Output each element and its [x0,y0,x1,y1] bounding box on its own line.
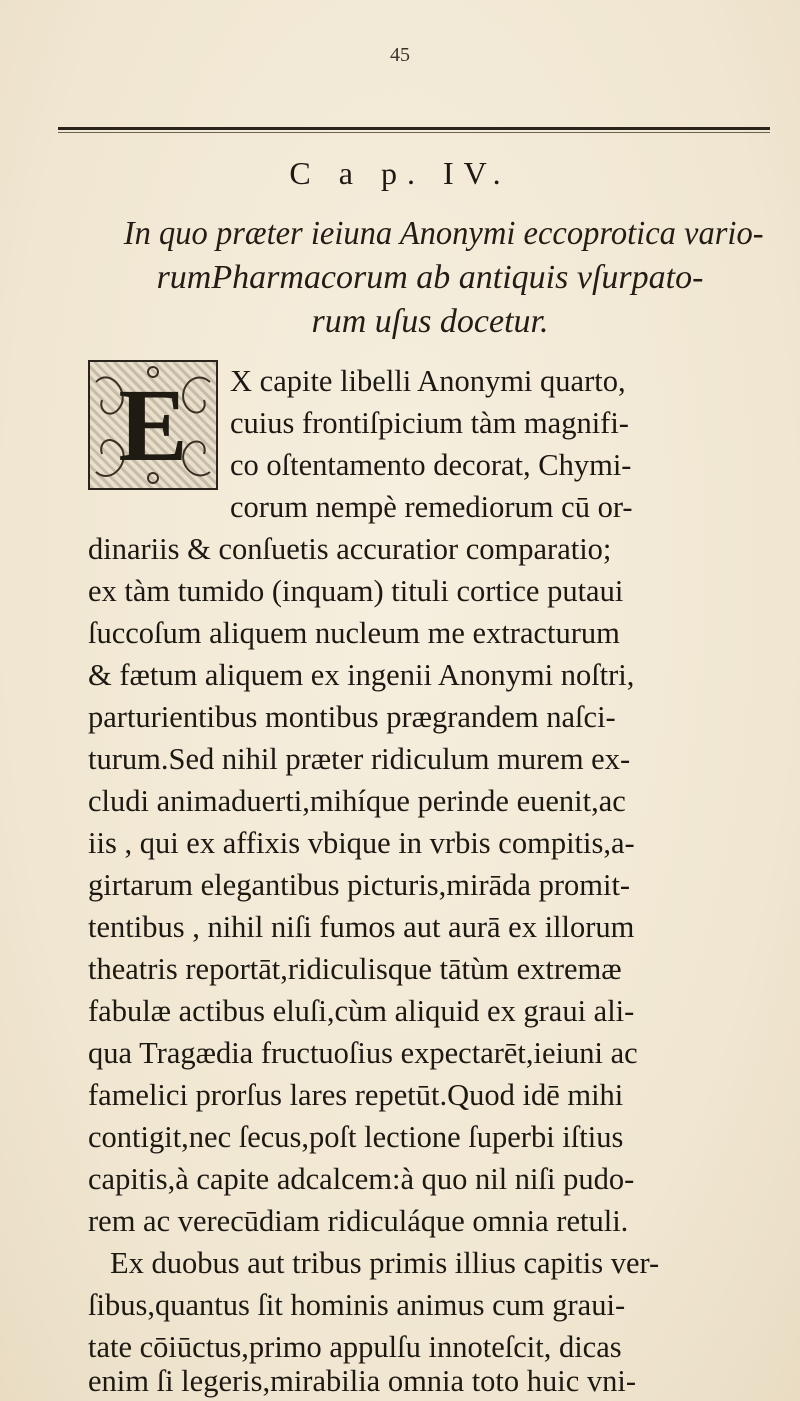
text-line: parturientibus montibus prægrandem naſci- [88,700,616,734]
decorated-initial [88,360,218,490]
chapter-title-line: In quo prӕter ieiuna Anonymi eccoprotica vario- [123,215,764,252]
text-line: contigit,nec ſecus,poſt lectione ſuperbi iſtius [88,1120,624,1154]
text-line: corum nempè remediorum cū or- [230,490,633,524]
text-line: Ex duobus aut tribus primis illius capitis ver- [110,1246,660,1280]
text-line: tentibus , nihil niſi fumos aut aurā ex illorum [88,910,635,944]
page-number: 45 [390,44,410,66]
chapter-title [110,212,764,344]
text-line: cludi animaduerti,mihíque perinde euenit,ac [88,784,626,818]
ornamental-rule-thin [58,132,770,133]
text-line: tate cōiūctus,primo appulſu innoteſcit, dicas [88,1330,622,1364]
text-line: capitis,à capite adcalcem:à quo nil niſi pudo- [88,1162,635,1196]
text-line: ſibus,quantus ſit hominis animus cum graui- [88,1288,626,1322]
text-line: fabulæ actibus eluſi,cùm aliquid ex graui ali- [88,994,635,1028]
text-line: girtarum elegantibus picturis,mirāda promit- [88,868,631,902]
text-line: turum.Sed nihil præter ridiculum murem ex- [88,742,631,776]
initial-letter: E [118,367,188,483]
text-line: ſuccoſum aliquem nucleum me extracturum [88,616,620,650]
text-line: famelici prorſus lares repetūt.Quod idē mihi [88,1078,624,1112]
text-line: rem ac verecūdiam ridiculáque omnia retuli. [88,1204,629,1238]
text-line: iis , qui ex affixis vbique in vrbis compitis,a- [88,826,635,860]
text-line: qua Tragædia fructuoſius expectarēt,ieiuni ac [88,1036,638,1070]
text-line: cuius frontiſpicium tàm magnifi- [230,406,629,440]
text-line: enim ſi legeris,mirabilia omnia toto huic vni- [88,1364,637,1398]
ornamental-rule [58,127,770,130]
text-line: theatris reportāt,ridiculisque tātùm extremæ [88,952,622,986]
text-line: co oſtentamento decorat, Chymi- [230,448,632,482]
text-line: ex tàm tumido (inquam) tituli cortice putaui [88,574,624,608]
chapter-heading: C a p. IV. [289,155,511,191]
text-line: X capite libelli Anonymi quarto, [230,364,626,398]
text-line: dinariis & conſuetis accuratior comparatio; [88,532,612,566]
chapter-title-line: rum uſus docetur. [311,303,549,340]
text-line: & fætum aliquem ex ingenii Anonymi noſtri, [88,658,635,692]
chapter-title-line: rumPharmacorum ab antiquis vſurpato- [156,259,704,296]
